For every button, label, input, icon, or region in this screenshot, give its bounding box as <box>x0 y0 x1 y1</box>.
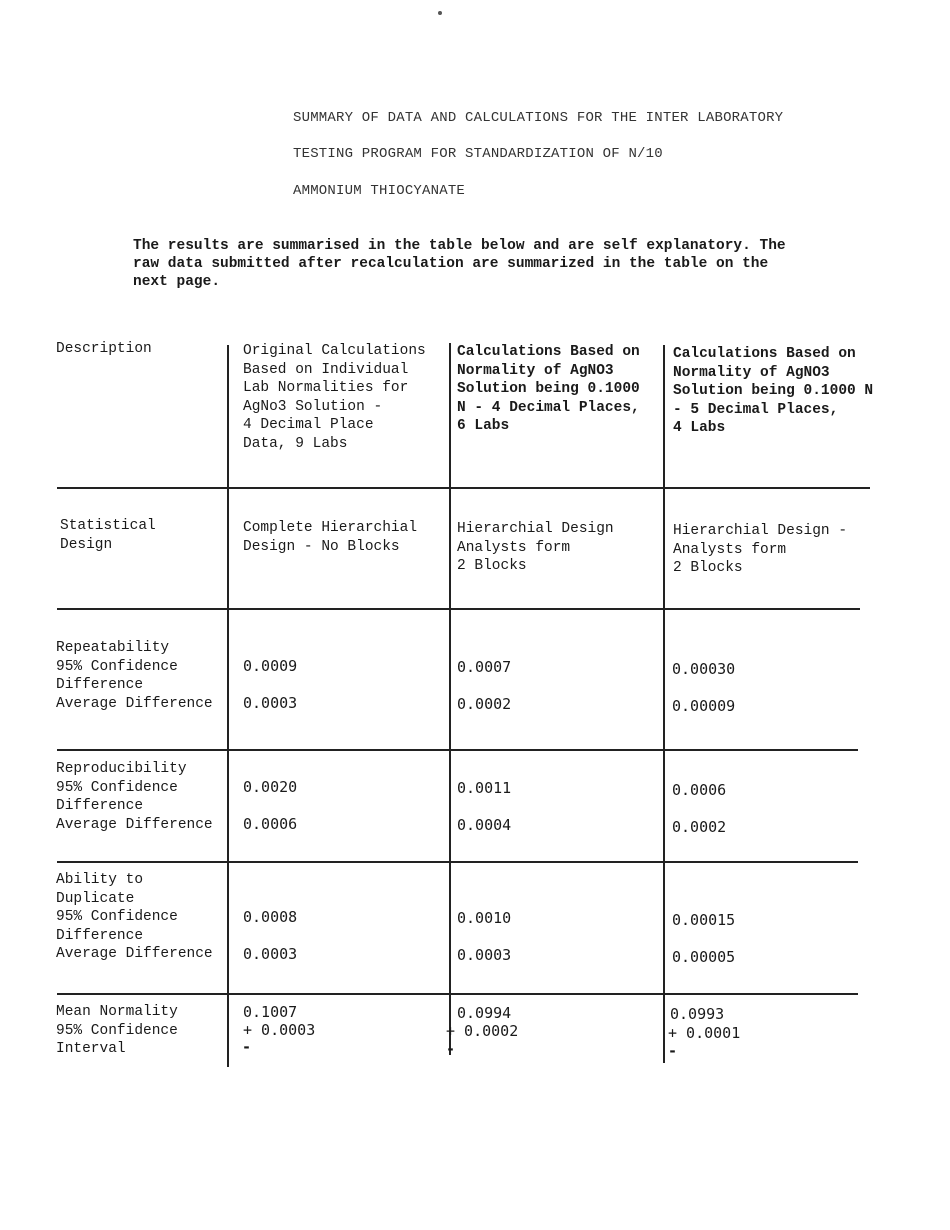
interval-col3: + 0.0001 <box>668 1024 741 1042</box>
reproducibility-conf-col2: 0.0011 <box>457 779 512 797</box>
repeatability-conf-col3: 0.00030 <box>672 660 736 678</box>
column-divider-2 <box>449 343 451 1055</box>
column-divider-3 <box>663 345 665 1063</box>
mean-normality-label: Mean Normality 95% Confidence Interval <box>56 1004 178 1057</box>
title-line-1: SUMMARY OF DATA AND CALCULATIONS FOR THE INTER LABORATORY <box>293 110 784 126</box>
ability-avg-col3: 0.00005 <box>672 948 736 966</box>
title-line-2: TESTING PROGRAM FOR STANDARDIZATION OF N/10 <box>293 146 663 162</box>
statistical-design-col1: Complete Hierarchial Design - No Blocks <box>243 520 418 555</box>
reproducibility-label: Reproducibility 95% Confidence Difference Average Difference <box>56 761 213 833</box>
reproducibility-conf-col3: 0.0006 <box>672 781 727 799</box>
row-divider-4 <box>57 861 858 863</box>
reproducibility-avg-col1: 0.0006 <box>243 815 298 833</box>
ink-speck <box>438 11 442 15</box>
row-divider-5 <box>57 993 858 995</box>
header-4-decimal-calculations: Calculations Based on Normality of AgNO3 Solution being 0.1000 N - 4 Decimal Places, 6 Labs <box>457 344 640 434</box>
minus-sign-col2: - <box>446 1040 456 1058</box>
ability-conf-col3: 0.00015 <box>672 911 736 929</box>
repeatability-avg-col1: 0.0003 <box>243 694 298 712</box>
ability-conf-col2: 0.0010 <box>457 909 512 927</box>
minus-sign-col3: - <box>668 1042 678 1060</box>
row-divider-3 <box>57 749 858 751</box>
repeatability-avg-col3: 0.00009 <box>672 697 736 715</box>
repeatability-conf-col1: 0.0009 <box>243 657 298 675</box>
header-original-calculations: Original Calculations Based on Individual Lab Normalities for AgNo3 Solution - 4 Decimal Place Data, 9 Labs <box>243 343 426 452</box>
repeatability-conf-col2: 0.0007 <box>457 658 512 676</box>
row-divider-2 <box>57 608 860 610</box>
statistical-design-label: Statistical Design <box>60 518 156 553</box>
reproducibility-avg-col2: 0.0004 <box>457 816 512 834</box>
repeatability-label: Repeatability 95% Confidence Difference Average Difference <box>56 640 213 712</box>
interval-col1: + 0.0003 <box>243 1021 316 1039</box>
ability-avg-col2: 0.0003 <box>457 946 512 964</box>
header-description: Description <box>56 341 152 357</box>
mean-normality-col3: 0.0993 <box>670 1005 725 1023</box>
reproducibility-conf-col1: 0.0020 <box>243 778 298 796</box>
row-divider-1 <box>57 487 870 489</box>
statistical-design-col3: Hierarchial Design - Analysts form 2 Blocks <box>673 523 848 576</box>
interval-col2: + 0.0002 <box>446 1022 519 1040</box>
ability-to-duplicate-label: Ability to Duplicate 95% Confidence Difference Average Difference <box>56 872 213 962</box>
mean-normality-col2: 0.0994 <box>457 1004 512 1022</box>
column-divider-1 <box>227 345 229 1067</box>
reproducibility-avg-col3: 0.0002 <box>672 818 727 836</box>
intro-paragraph: The results are summarised in the table below and are self explanatory. The raw data submitted after recalculation are summarized in the table on the next page. <box>133 238 786 290</box>
repeatability-avg-col2: 0.0002 <box>457 695 512 713</box>
mean-normality-col1: 0.1007 <box>243 1003 298 1021</box>
header-5-decimal-calculations: Calculations Based on Normality of AgNO3 Solution being 0.1000 N - 5 Decimal Places, 4 Labs <box>673 346 874 436</box>
minus-sign-col1: - <box>242 1038 252 1056</box>
ability-avg-col1: 0.0003 <box>243 945 298 963</box>
title-line-3: AMMONIUM THIOCYANATE <box>293 183 466 199</box>
ability-conf-col1: 0.0008 <box>243 908 298 926</box>
statistical-design-col2: Hierarchial Design Analysts form 2 Blocks <box>457 521 614 574</box>
